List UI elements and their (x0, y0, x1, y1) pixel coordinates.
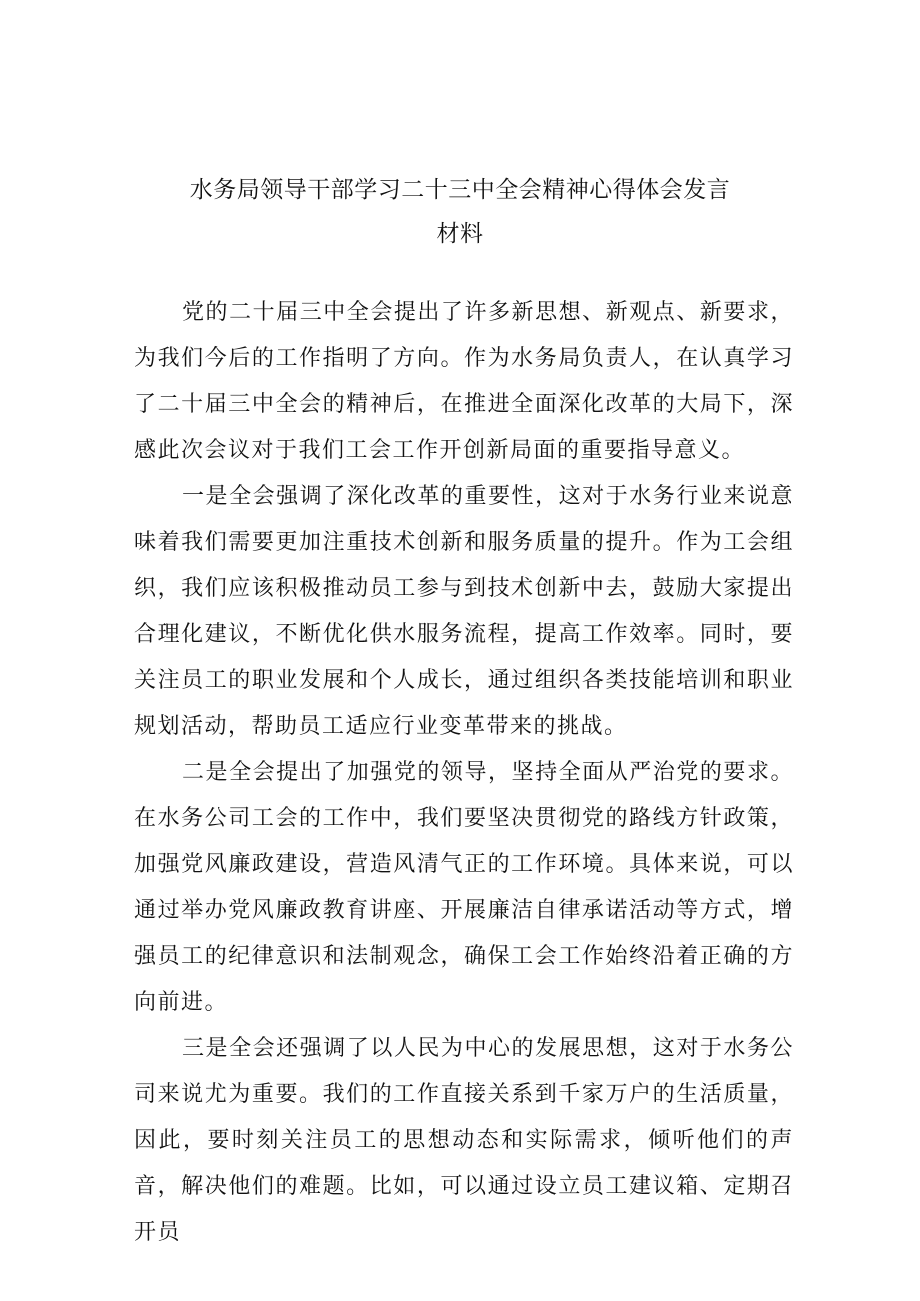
paragraph-point-one: 一是全会强调了深化改革的重要性，这对于水务行业来说意味着我们需要更加注重技术创新和服务质量的提升。作为工会组织，我们应该积极推动员工参与到技术创新中去，鼓励大家提出合理化建议，不断优化供水服务流程，提高工作效率。同时，要关注员工的职业发展和个人成长，通过组织各类技能培训和职业规划活动，帮助员工适应行业变革带来的挑战。 (134, 484, 794, 739)
paragraph-point-two: 二是全会提出了加强党的领导，坚持全面从严治党的要求。在水务公司工会的工作中，我们要坚决贯彻党的路线方针政策，加强党风廉政建设，营造风清气正的工作环境。具体来说，可以通过举办党风廉政教育讲座、开展廉洁自律承诺活动等方式，增强员工的纪律意识和法制观念，确保工会工作始终沿着正确的方向前进。 (134, 760, 794, 1015)
document-title (0, 168, 920, 256)
paragraph-intro: 党的二十届三中全会提出了许多新思想、新观点、新要求，为我们今后的工作指明了方向。作为水务局负责人，在认真学习了二十届三中全会的精神后，在推进全面深化改革的大局下，深感此次会议对于我们工会工作开创新局面的重要指导意义。 (134, 300, 794, 463)
paragraph-point-three: 三是全会还强调了以人民为中心的发展思想，这对于水务公司来说尤为重要。我们的工作直接关系到千家万户的生活质量，因此，要时刻关注员工的思想动态和实际需求，倾听他们的声音，解决他们的难题。比如，可以通过设立员工建议箱、定期召开员 (134, 1036, 794, 1245)
document-body (134, 290, 794, 1256)
title-line-2: 材料 (436, 221, 484, 247)
title-line-1: 水务局领导干部学习二十三中全会精神心得体会发言 (189, 177, 731, 203)
